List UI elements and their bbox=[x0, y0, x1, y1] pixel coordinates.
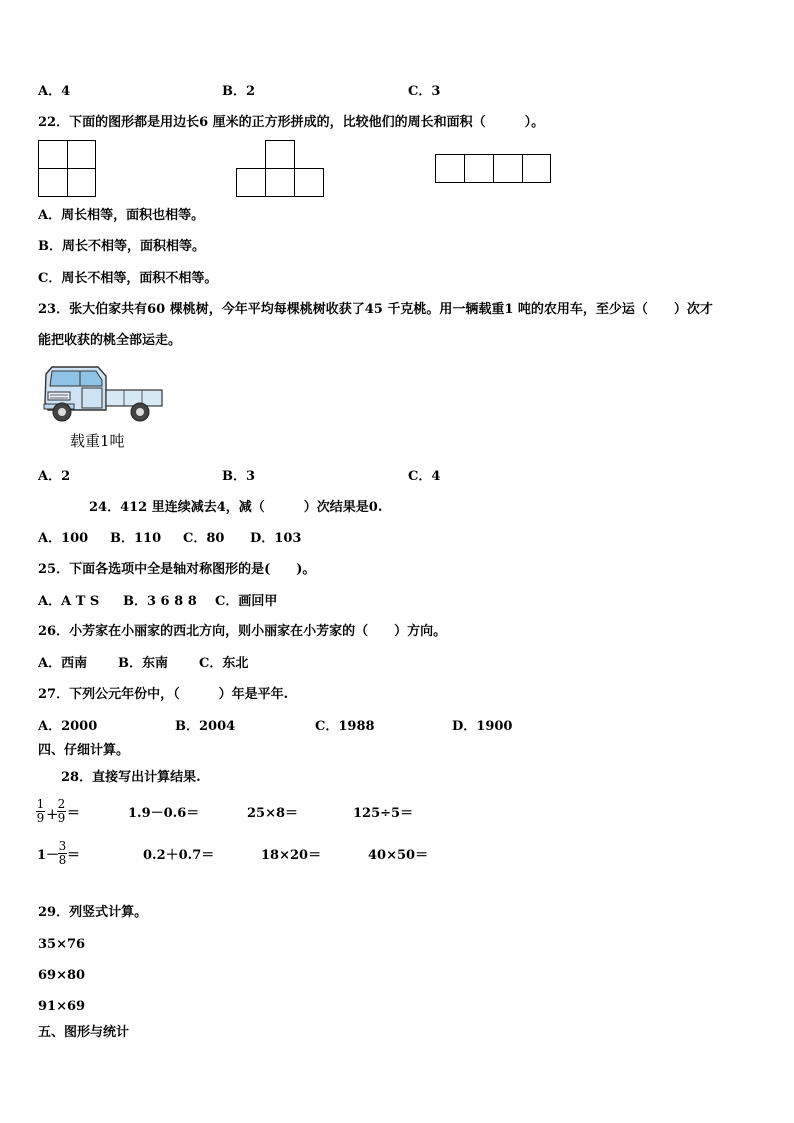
q25-question: 25．下面各选项中全是轴对称图形的是( )。 bbox=[38, 562, 316, 577]
q25-option-c[interactable]: C．画回甲 bbox=[215, 594, 278, 609]
q22-option-c[interactable]: C．周长不相等，面积不相等。 bbox=[38, 271, 218, 286]
q27-option-d[interactable]: D．1900 bbox=[452, 719, 513, 734]
q26-question: 26．小芳家在小丽家的西北方向，则小丽家在小芳家的（ ）方向。 bbox=[38, 624, 447, 639]
q29-item[interactable]: 69×80 bbox=[38, 968, 86, 983]
fraction-3-8: $\frac{3}{8}$ bbox=[58, 839, 67, 867]
plus-sign: + bbox=[46, 805, 59, 823]
q26-option-c[interactable]: C．东北 bbox=[199, 656, 249, 671]
section4-title: 四、仔细计算。 bbox=[38, 743, 130, 758]
q29-item[interactable]: 35×76 bbox=[38, 937, 86, 952]
q23-question-line1: 23．张大伯家共有60 棵桃树，今年平均每棵桃树收获了45 千克桃。用一辆载重1 吨的农用车，至少运（ ）次才 bbox=[38, 302, 713, 317]
q22-option-a[interactable]: A．周长相等，面积也相等。 bbox=[38, 208, 205, 223]
q24-option-a[interactable]: A．100 bbox=[38, 531, 89, 546]
q23-option-c[interactable]: C．4 bbox=[408, 469, 441, 484]
q27-option-a[interactable]: A．2000 bbox=[38, 719, 98, 734]
q29-question: 29．列竖式计算。 bbox=[38, 905, 148, 920]
truck-illustration bbox=[40, 364, 164, 424]
equals-sign: ＝ bbox=[67, 806, 81, 821]
q27-question: 27．下列公元年份中，（ ）年是平年. bbox=[38, 687, 289, 702]
calc-item[interactable]: 18×20＝ bbox=[261, 848, 322, 863]
q23-option-a[interactable]: A．2 bbox=[38, 469, 71, 484]
equals-sign: ＝ bbox=[67, 848, 81, 863]
calc-item[interactable]: 25×8＝ bbox=[247, 806, 299, 821]
q25-option-a[interactable]: A．A T S bbox=[38, 594, 100, 609]
q28-question: 28．直接写出计算结果. bbox=[61, 770, 201, 785]
fraction-2-9: $\frac{2}{9}$ bbox=[57, 797, 66, 825]
q27-option-b[interactable]: B．2004 bbox=[175, 719, 236, 734]
calc-item[interactable]: 125÷5＝ bbox=[353, 806, 414, 821]
q27-option-c[interactable]: C．1988 bbox=[315, 719, 375, 734]
q21-option-c[interactable]: C．3 bbox=[408, 84, 441, 99]
q23-question-line2: 能把收获的桃全部运走。 bbox=[38, 333, 182, 348]
calc-item[interactable]: 1.9－0.6＝ bbox=[128, 806, 200, 821]
q23-option-b[interactable]: B．3 bbox=[222, 469, 256, 484]
q24-question: 24．412 里连续减去4，减（ ）次结果是0. bbox=[89, 500, 383, 515]
fraction-1-9: $\frac{1}{9}$ bbox=[36, 797, 45, 825]
q26-option-a[interactable]: A．西南 bbox=[38, 656, 88, 671]
q26-option-b[interactable]: B．东南 bbox=[118, 656, 168, 671]
q21-option-b[interactable]: B．2 bbox=[222, 84, 256, 99]
q22-question: 22．下面的图形都是用边长6 厘米的正方形拼成的，比较他们的周长和面积（ ）。 bbox=[38, 115, 545, 130]
q24-option-d[interactable]: D．103 bbox=[250, 531, 302, 546]
q29-item[interactable]: 91×69 bbox=[38, 999, 86, 1014]
section5-title: 五、图形与统计 bbox=[38, 1025, 130, 1040]
q22-option-b[interactable]: B．周长不相等，面积相等。 bbox=[38, 239, 205, 254]
calc-item[interactable]: 40×50＝ bbox=[368, 848, 429, 863]
q21-option-a[interactable]: A．4 bbox=[38, 84, 71, 99]
calc-item[interactable]: 0.2＋0.7＝ bbox=[143, 848, 215, 863]
q24-option-c[interactable]: C．80 bbox=[183, 531, 225, 546]
one-minus: 1－ bbox=[37, 848, 60, 863]
truck-caption: 载重1吨 bbox=[70, 432, 125, 450]
q24-option-b[interactable]: B．110 bbox=[110, 531, 162, 546]
q25-option-b[interactable]: B．3 6 8 8 bbox=[123, 594, 197, 609]
